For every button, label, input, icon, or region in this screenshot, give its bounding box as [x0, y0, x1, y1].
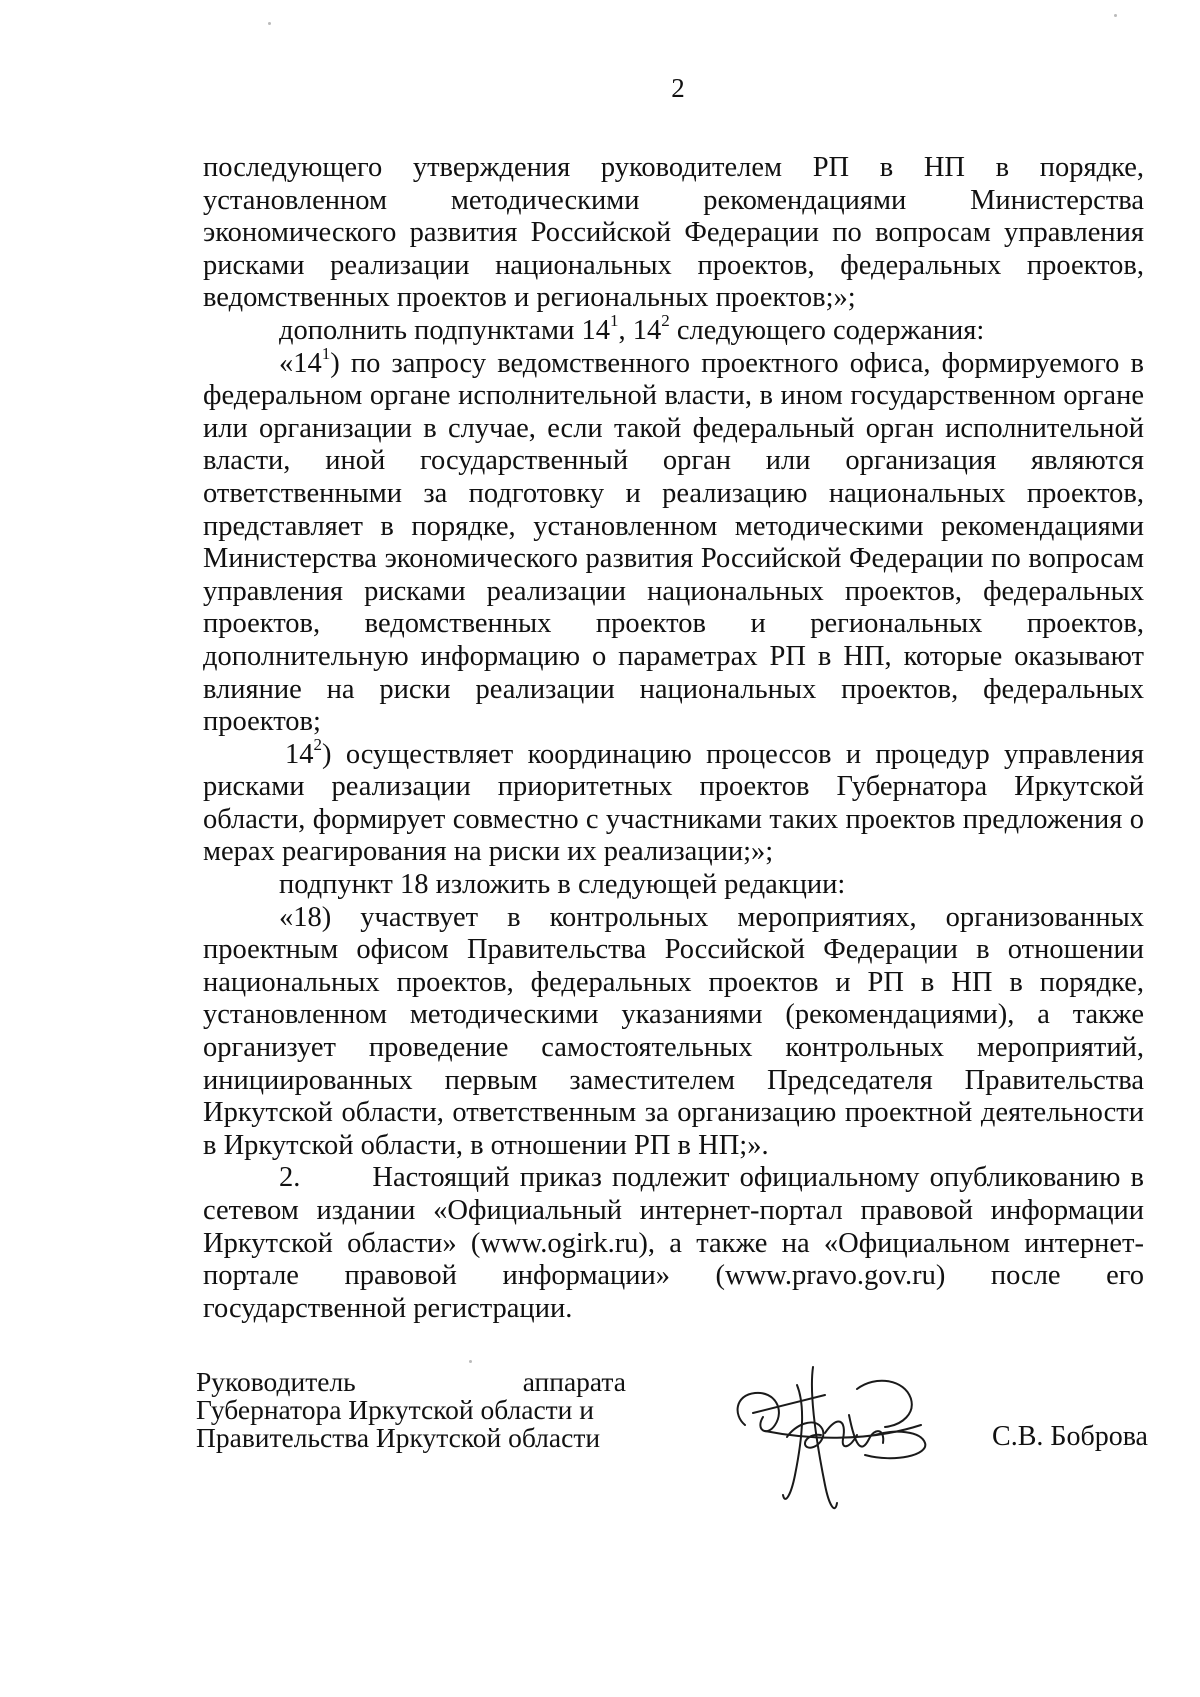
superscript: 2	[313, 734, 322, 754]
signatory-title-line-2: Губернатора Иркутской области и	[196, 1394, 594, 1425]
scan-artifact	[268, 22, 271, 25]
signatory-title-word: Руководитель	[196, 1366, 356, 1397]
signatory-name: С.В. Боброва	[992, 1421, 1148, 1452]
handwritten-signature	[725, 1355, 935, 1515]
signatory-title-word: аппарата	[522, 1366, 626, 1397]
paragraph-text: ) осуществляет координацию процессов и процедур управления рисками реализации приоритетных проектов Губернатора Иркутской области, формирует совместно с участниками таких проектов предложения о мерах реагирования на риски их реализации;»;	[203, 738, 1144, 868]
paragraph-text: «14	[279, 347, 322, 379]
paragraph-text: Настоящий приказ подлежит официальному опубликованию в сетевом издании «Официальный интернет-портал правовой информации Иркутской области» (www.ogirk.ru), а также на «Официальном интернет-портале правовой информации» (www.pravo.gov.ru) после его государственной регистрации.	[203, 1162, 1144, 1324]
signatory-title	[196, 1368, 626, 1452]
paragraph-text: ) по запросу ведомственного проектного офиса, формируемого в федеральном органе исполнительной власти, в ином государственном органе или организации в случае, если такой федеральный орган исполнительной власти, иной государственный орган или организация являются ответственными за подготовку и реализацию национальных проектов, представляет в порядке, установленном методическими рекомендациями Министерства экономического развития Российской Федерации по вопросам управления рисками реализации национальных проектов, федеральных проектов, ведомственных проектов и региональных проектов, дополнительную информацию о параметрах РП в НП, которые оказывают влияние на риски реализации национальных проектов, федеральных проектов;	[203, 347, 1144, 738]
paragraph-subitem-18: «18) участвует в контрольных мероприятиях, организованных проектным офисом Правительства Российской Федерации в отношении национальных проектов, федеральных проектов и РП в НП в порядке, установленном методическими указаниями (рекомендациями), а также организует проведение самостоятельных контрольных мероприятий, инициированных первым заместителем Председателя Правительства Иркутской области, ответственным за организацию проектной деятельности в Иркутской области, в отношении РП в НП;».	[203, 901, 1144, 1161]
superscript: 1	[609, 310, 619, 330]
document-body	[203, 152, 1144, 1325]
superscript: 1	[321, 343, 331, 363]
paragraph-item-2	[203, 1162, 1144, 1325]
signatory-title-line-3: Правительства Иркутской области	[196, 1422, 601, 1453]
paragraph-text: дополнить подпунктами 14	[279, 314, 610, 346]
scan-artifact	[469, 1360, 472, 1363]
paragraph-text: 14	[285, 738, 314, 770]
paragraph-continuation: последующего утверждения руководителем РП в НП в порядке, установленном методическими рекомендациями Министерства экономического развития Российской Федерации по вопросам управления рисками реализации национальных проектов, федеральных проектов, ведомственных проектов и региональных проектов;»;	[203, 152, 1144, 314]
superscript: 2	[661, 310, 670, 330]
paragraph-subitem-14-1	[203, 343, 1144, 739]
paragraph-text: следующего содержания:	[669, 314, 985, 346]
page-number: 2	[671, 73, 685, 103]
paragraph-subitem-18-intro: подпункт 18 изложить в следующей редакции:	[279, 869, 846, 901]
item-number: 2.	[279, 1162, 301, 1194]
paragraph-add-subitems	[203, 310, 1144, 348]
scan-artifact	[1114, 14, 1117, 17]
paragraph-subitem-14-2	[203, 734, 1144, 869]
signatory-title-line-1	[196, 1368, 626, 1396]
paragraph-text: , 14	[618, 314, 662, 346]
